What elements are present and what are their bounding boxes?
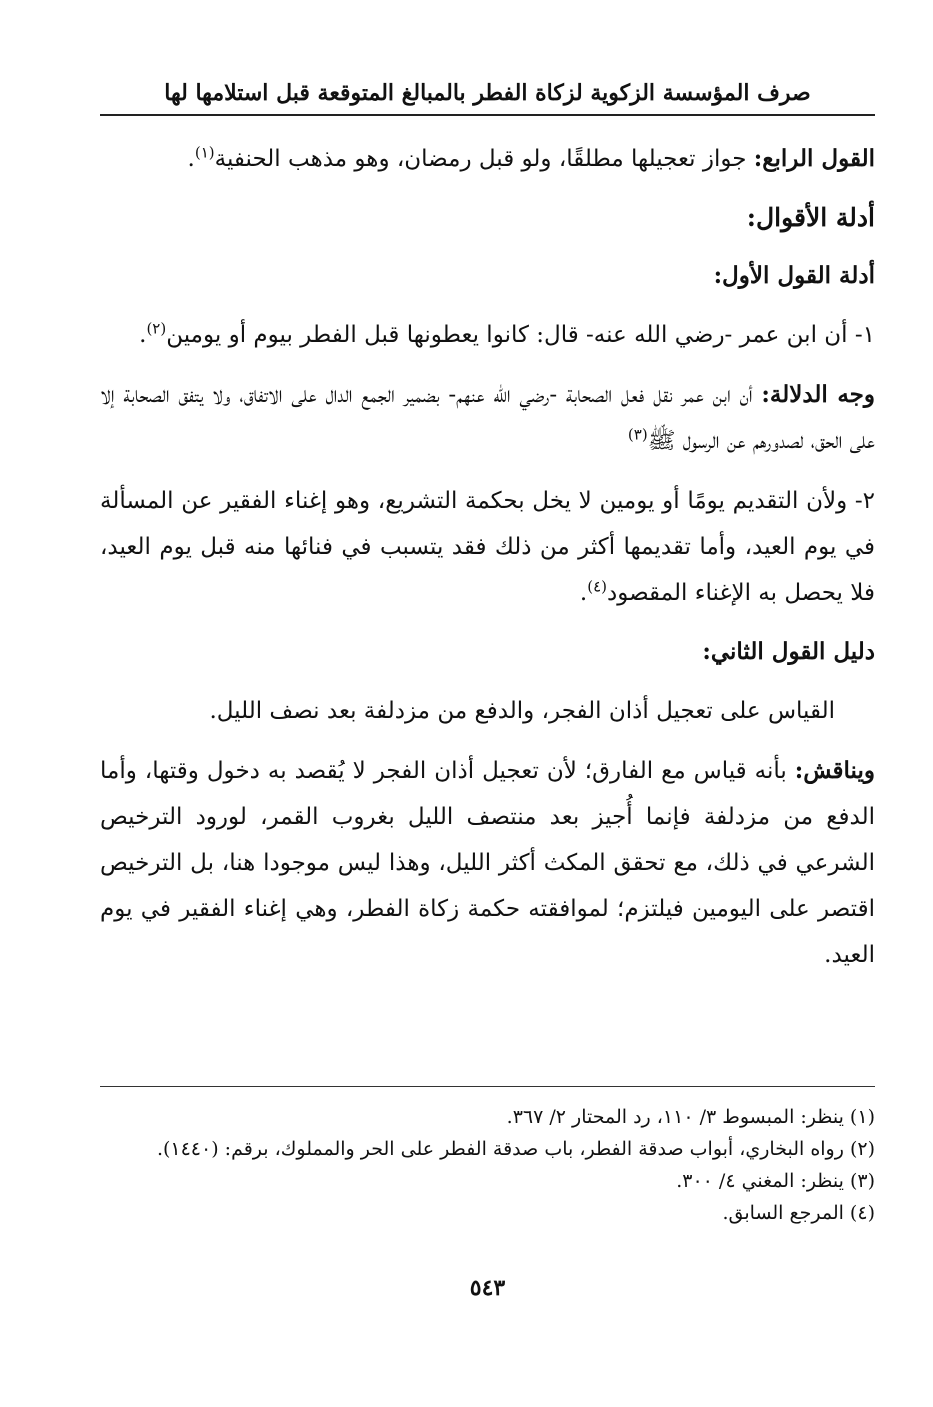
paragraph-text: ١- أن ابن عمر -رضي الله عنه- قال: كانوا يعطونها قبل الفطر بيوم أو يومين xyxy=(166,322,875,348)
footnote-ref: (١) xyxy=(194,143,215,162)
footnote-ref: (٤) xyxy=(587,577,607,596)
paragraph-evidence-1 xyxy=(100,312,875,358)
paragraph-evidence-2 xyxy=(100,478,875,616)
subheading-second-opinion: دليل القول الثاني: xyxy=(702,638,875,665)
footnote-1: (١) ينظر: المبسوط ٣/ ١١٠، رد المحتار ٢/ ٣٦٧. xyxy=(506,1106,875,1128)
footnote-4: (٤) المرجع السابق. xyxy=(722,1202,875,1224)
paragraph-text: ٢- ولأن التقديم يومًا أو يومين لا يخل بحكمة التشريع، وهو إغناء الفقير عن المسألة في يوم العيد، وأما تقديمها أكثر من ذلك فقد يتسبب في فنائها منه قبل يوم العيد، فلا يحصل به الإغناء المقصود xyxy=(100,488,875,606)
paragraph-analogy: القياس على تعجيل أذان الفجر، والدفع من مزدلفة بعد نصف الليل. xyxy=(209,698,835,724)
document-page xyxy=(100,80,875,1340)
paragraph-end: . xyxy=(187,146,195,172)
page-number: ٥٤٣ xyxy=(469,1275,506,1301)
footnote-3: (٣) ينظر: المغني ٤/ ٣٠٠. xyxy=(676,1170,875,1192)
paragraph-end: . xyxy=(579,580,588,606)
paragraph-text: أن ابن عمر نقل فعل الصحابة -رضي الله عنهم- بضمير الجمع الدال على الاتفاق، ولا يتفق الصحابة إلا على الحق، لصدورهم عن الرسول ﷺ xyxy=(100,382,875,454)
paragraph-fourth-opinion xyxy=(100,136,875,182)
paragraph-lead: وجه الدلالة: xyxy=(761,381,875,408)
footnote-ref: (٢) xyxy=(146,319,167,338)
paragraph-lead: القول الرابع: xyxy=(753,145,875,172)
running-header: صرف المؤسسة الزكوية لزكاة الفطر بالمبالغ المتوقعة قبل استلامها لها xyxy=(100,80,875,116)
footnote-ref: (٣) xyxy=(627,425,648,444)
paragraph-end: . xyxy=(139,322,147,348)
section-heading-evidence: أدلة الأقوال: xyxy=(746,203,875,232)
footnote-2: (٢) رواه البخاري، أبواب صدقة الفطر، باب صدقة الفطر على الحر والمملوك، برقم: (١٤٤٠). xyxy=(156,1138,875,1160)
paragraph-lead: ويناقش: xyxy=(794,757,875,784)
paragraph-text: بأنه قياس مع الفارق؛ لأن تعجيل أذان الفجر لا يُقصد به دخول وقتها، وأما الدفع من مزدلفة فإنما أُجيز بعد منتصف الليل بغروب القمر، لورود الترخيص الشرعي في ذلك، مع تحقق المكث أكثر الليل، وهذا ليس موجودا هنا، بل الترخيص اقتصر على اليومين فيلتزم؛ لموافقته حكمة زكاة الفطر، وهي إغناء الفقير في يوم العيد. xyxy=(100,758,875,968)
paragraph-inference xyxy=(100,372,875,464)
paragraph-discussion xyxy=(100,748,875,978)
footnotes-section xyxy=(100,1086,875,1229)
subheading-first-opinion: أدلة القول الأول: xyxy=(713,262,875,289)
paragraph-text: جواز تعجيلها مطلقًا، ولو قبل رمضان، وهو مذهب الحنفية xyxy=(214,146,754,172)
